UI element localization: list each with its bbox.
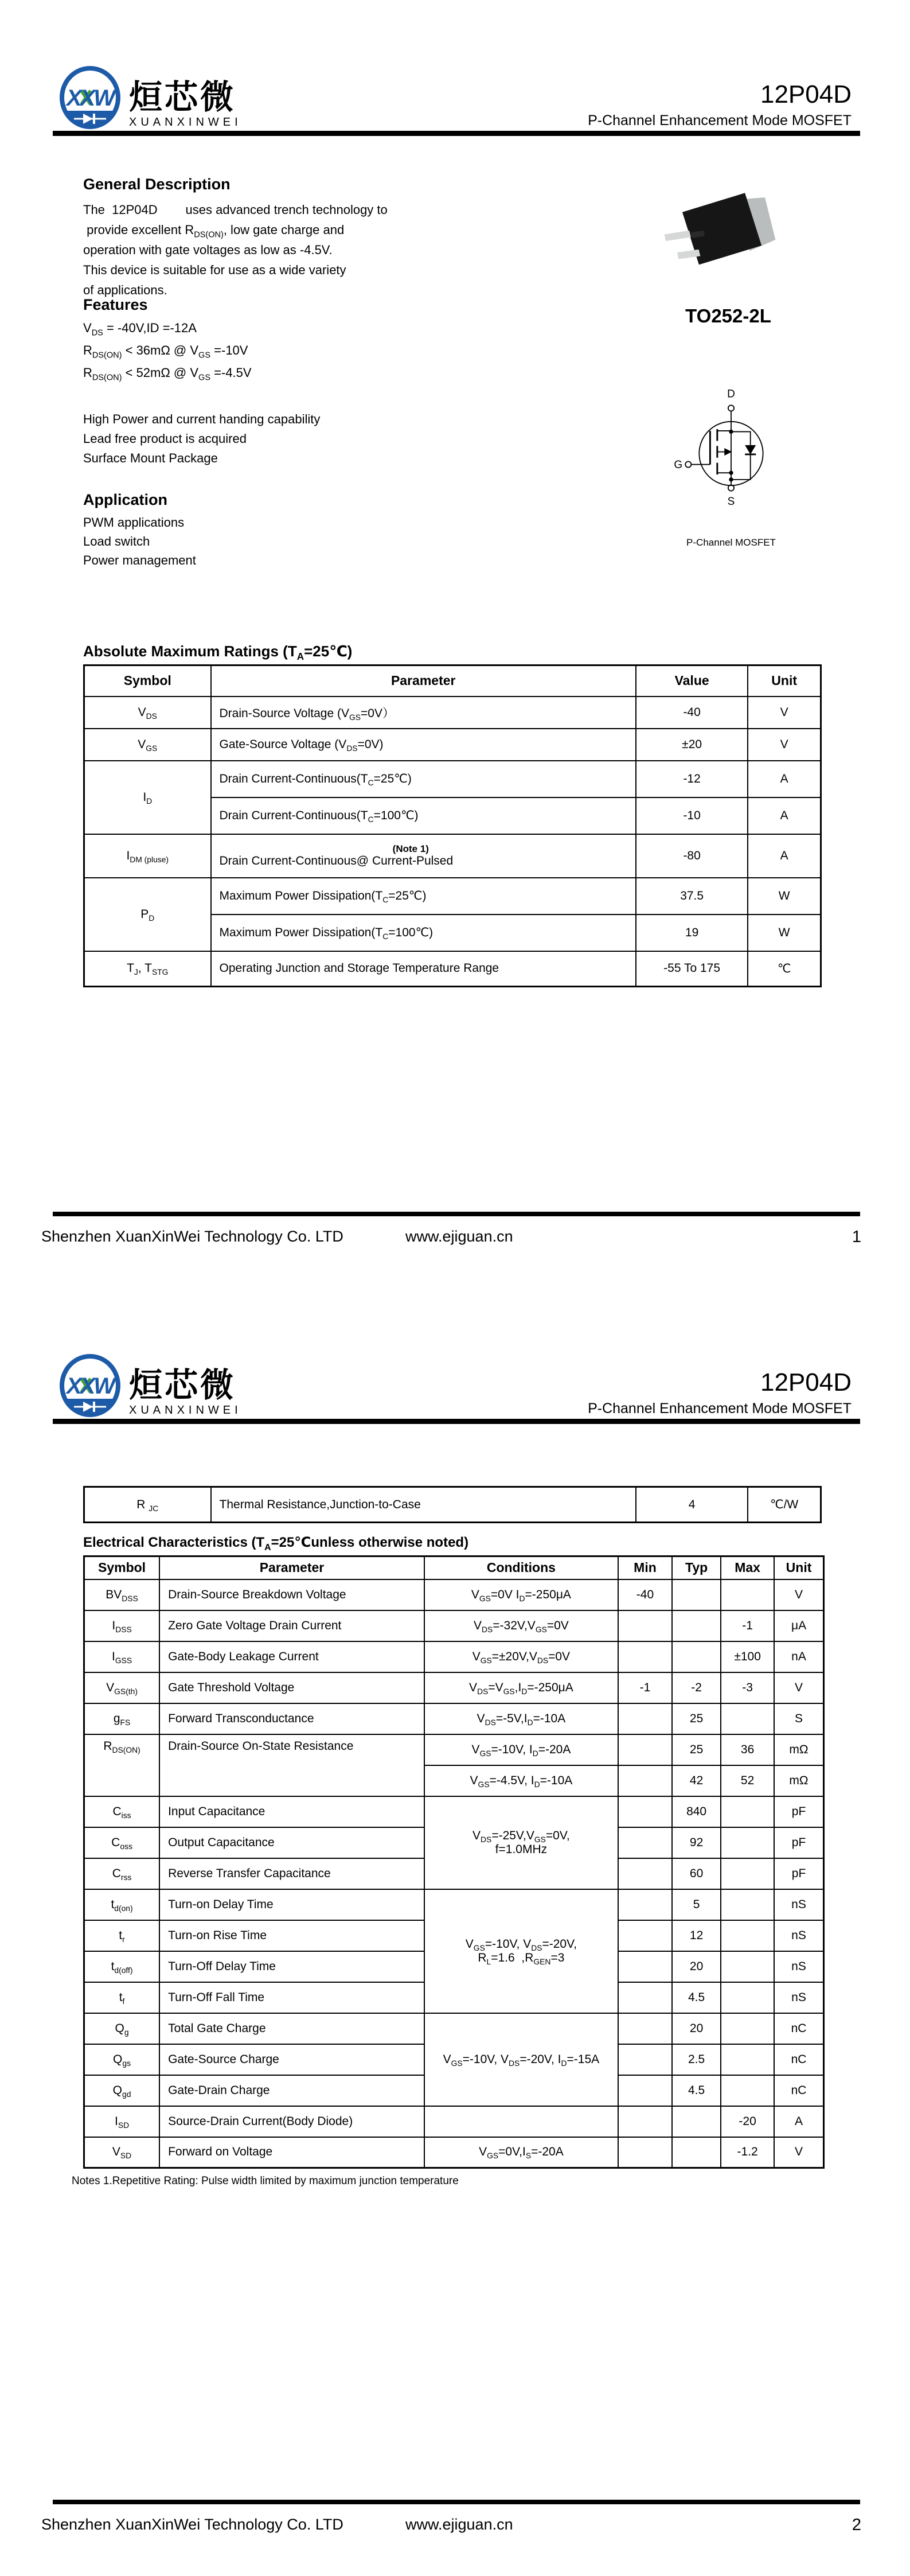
table-cell: Forward on Voltage	[159, 2137, 424, 2168]
table-cell	[672, 1610, 721, 1641]
table-cell: nC	[774, 2013, 823, 2044]
page-number: 1	[852, 1228, 861, 1246]
table-cell: 36	[721, 1734, 774, 1765]
application-line: PWM applications	[83, 515, 185, 530]
table-cell: nS	[774, 1951, 823, 1982]
page-footer	[0, 1228, 910, 1251]
table-row	[84, 761, 821, 797]
table-cell: Gate-Drain Charge	[159, 2075, 424, 2106]
table-cell: mΩ	[774, 1765, 823, 1796]
table-cell: Gate Threshold Voltage	[159, 1672, 424, 1703]
table-row	[84, 1610, 824, 1641]
table-cell: A	[748, 834, 821, 878]
footer-rule	[53, 2500, 860, 2504]
table-cell: Reverse Transfer Capacitance	[159, 1858, 424, 1889]
electrical-characteristics-table-wrap	[83, 1555, 825, 2169]
table-cell: nC	[774, 2075, 823, 2106]
table-cell: 840	[672, 1796, 721, 1827]
table-cell: Gate-Body Leakage Current	[159, 1641, 424, 1672]
table-cell: -1.2	[721, 2137, 774, 2168]
table-cell	[618, 1796, 672, 1827]
application-line: Power management	[83, 553, 196, 567]
table-cell	[721, 1703, 774, 1734]
table-cell	[618, 1920, 672, 1951]
table-cell: 4.5	[672, 1982, 721, 2013]
table-cell: 25	[672, 1734, 721, 1765]
table-cell: Turn-on Delay Time	[159, 1889, 424, 1920]
table-cell: S	[774, 1703, 823, 1734]
table-cell	[618, 1641, 672, 1672]
section-heading: Application	[83, 491, 167, 508]
table-cell: Operating Junction and Storage Temperature Range	[211, 951, 636, 987]
column-header: Typ	[672, 1557, 721, 1579]
table-row	[84, 1796, 824, 1827]
table-row	[84, 878, 821, 915]
table-row	[84, 2013, 824, 2044]
table-cell: Thermal Resistance,Junction-to-Case	[211, 1487, 636, 1523]
title-block	[588, 81, 852, 129]
logo-monogram: XXW	[66, 85, 114, 111]
column-header: Symbol	[84, 1557, 160, 1579]
electrical-characteristics-table	[83, 1555, 825, 2169]
pin-label-gate: G	[674, 459, 683, 472]
electrical-characteristics-heading: Electrical Characteristics ($T_A=25℃unless$ otherwise noted)	[83, 1535, 469, 1552]
section-heading: General Description	[83, 176, 231, 193]
table-cell: $Q_{gd}$	[84, 2075, 160, 2106]
table-cell	[672, 2137, 721, 2168]
header-rule	[53, 1419, 860, 1424]
column-header: Parameter	[159, 1557, 424, 1579]
table-cell: Maximum Power $Dissipation(T_C=100℃)$	[211, 915, 636, 951]
logo-text	[129, 1353, 242, 1417]
table-cell: W	[748, 878, 821, 915]
table-cell: -2	[672, 1672, 721, 1703]
table-row	[84, 1889, 824, 1920]
table-cell: $V_{GS}$	[84, 729, 211, 761]
table-cell: Drain Current-$Continuous(T_C=100℃)$	[211, 797, 636, 834]
table-cell: A	[774, 2106, 823, 2137]
column-header: Symbol	[84, 666, 211, 696]
table-cell: Output Capacitance	[159, 1827, 424, 1858]
table-cell	[721, 1796, 774, 1827]
table-cell	[618, 1610, 672, 1641]
table-cell: 20	[672, 2013, 721, 2044]
table-cell: Input Capacitance	[159, 1796, 424, 1827]
company-name-cn: 烜芯微	[129, 79, 236, 116]
title-block	[588, 1369, 852, 1417]
table-cell: 42	[672, 1765, 721, 1796]
table-cell: Drain-Source Breakdown Voltage	[159, 1579, 424, 1610]
table-cell: Zero Gate Voltage Drain Current	[159, 1610, 424, 1641]
application-line: Load switch	[83, 534, 150, 548]
table-row	[84, 1641, 824, 1672]
table-cell: 60	[672, 1858, 721, 1889]
table-cell	[424, 2106, 618, 2137]
table-cell: $V_{DS}=-5V,I_D=-10A$	[424, 1703, 618, 1734]
application-section	[83, 491, 196, 570]
datasheet-page-2	[0, 1288, 910, 2576]
text-line: provide excellent $R_{DS(ON)}$, low gate charge and	[83, 223, 345, 240]
company-logo	[58, 1353, 242, 1418]
table-note: Notes 1.Repetitive Rating: Pulse width limited by maximum junction temperature	[72, 2175, 459, 2187]
table-cell: -12	[636, 761, 748, 797]
table-cell: $t_f$	[84, 1982, 160, 2013]
table-cell	[721, 2075, 774, 2106]
table-cell: pF	[774, 1827, 823, 1858]
feature-line: High Power and current handing capability	[83, 412, 321, 426]
table-cell: 12	[672, 1920, 721, 1951]
table-cell: R $_{JC}$	[84, 1487, 211, 1523]
table-cell	[721, 1982, 774, 2013]
table-cell: Drain-Source On-State Resistance	[159, 1734, 424, 1796]
table-cell: ±100	[721, 1641, 774, 1672]
table-cell: 4	[636, 1487, 748, 1523]
table-cell: -1	[721, 1610, 774, 1641]
footer-website: www.ejiguan.cn	[405, 2516, 513, 2533]
table-cell	[721, 2013, 774, 2044]
table-cell: $C_{oss}$	[84, 1827, 160, 1858]
table-cell	[618, 2075, 672, 2106]
part-number: 12P04D	[760, 80, 852, 108]
logo-monogram: XXW	[66, 1373, 114, 1399]
table-cell: $BV_{DSS}$	[84, 1579, 160, 1610]
table-cell	[618, 1951, 672, 1982]
table-cell: Turn-Off Fall Time	[159, 1982, 424, 2013]
table-cell: 37.5	[636, 878, 748, 915]
table-cell: Total Gate Charge	[159, 2013, 424, 2044]
table-cell: -80	[636, 834, 748, 878]
table-cell: -20	[721, 2106, 774, 2137]
doc-subtitle: P-Channel Enhancement Mode MOSFET	[588, 112, 852, 129]
logo-mark-icon	[58, 1353, 122, 1418]
table-cell: Drain-Source Voltage $(V_{GS}=0V)$	[211, 696, 636, 729]
table-cell: -10	[636, 797, 748, 834]
table-cell: ±20	[636, 729, 748, 761]
thermal-resistance-table	[83, 1486, 822, 1523]
footer-company: Shenzhen XuanXinWei Technology Co. LTD	[41, 1228, 343, 1245]
company-logo	[58, 65, 242, 130]
table-row	[84, 834, 821, 878]
table-cell: $V_{DS}$	[84, 696, 211, 729]
table-cell: nC	[774, 2044, 823, 2075]
table-cell	[618, 1982, 672, 2013]
table-cell: Maximum Power $Dissipation(T_C=25℃)$	[211, 878, 636, 915]
doc-subtitle: P-Channel Enhancement Mode MOSFET	[588, 1400, 852, 1417]
table-cell	[721, 1579, 774, 1610]
table-cell	[618, 2137, 672, 2168]
table-cell	[672, 1641, 721, 1672]
table-cell	[618, 1703, 672, 1734]
table-cell: W	[748, 915, 821, 951]
pin-label-source: S	[727, 495, 735, 508]
pin-label-drain: D	[727, 388, 735, 400]
general-description-section	[83, 176, 388, 300]
table-cell: $g_{FS}$	[84, 1703, 160, 1734]
table-cell: $Q_g$	[84, 2013, 160, 2044]
table-cell: $R_{DS(ON)}$	[84, 1734, 160, 1796]
table-cell: ℃	[748, 951, 821, 987]
table-cell	[721, 2044, 774, 2075]
table-cell: Forward Transconductance	[159, 1703, 424, 1734]
column-header: Conditions	[424, 1557, 618, 1579]
table-cell: $T_J$, $T_{STG}$	[84, 951, 211, 987]
feature-line: $R_{DS(ON)} < 36m\Omega$ @ $V_{GS} =-10V$	[83, 343, 248, 360]
column-header: Unit	[748, 666, 821, 696]
footer-website: www.ejiguan.cn	[405, 1228, 513, 1245]
features-section	[83, 296, 320, 468]
table-cell: $t_r$	[84, 1920, 160, 1951]
table-cell: 52	[721, 1765, 774, 1796]
table-cell: Drain Current-$Continuous(T_C=25℃)$	[211, 761, 636, 797]
table-cell: -55 To 175	[636, 951, 748, 987]
table-cell	[721, 1889, 774, 1920]
table-cell: A	[748, 761, 821, 797]
table-row	[84, 1672, 824, 1703]
table-cell: 25	[672, 1703, 721, 1734]
table-cell: -40	[636, 696, 748, 729]
table-row	[84, 729, 821, 761]
table-cell	[672, 2106, 721, 2137]
table-cell: 4.5	[672, 2075, 721, 2106]
table-cell: 2.5	[672, 2044, 721, 2075]
feature-line: Surface Mount Package	[83, 451, 218, 465]
column-header: Max	[721, 1557, 774, 1579]
page-footer	[0, 2516, 910, 2539]
table-cell: 20	[672, 1951, 721, 1982]
footer-company: Shenzhen XuanXinWei Technology Co. LTD	[41, 2516, 343, 2533]
mosfet-symbol-caption: P-Channel MOSFET	[686, 537, 776, 548]
table-cell: $t_{d(off)}$	[84, 1951, 160, 1982]
header-rule	[53, 131, 860, 136]
package-photo	[659, 189, 794, 281]
mosfet-symbol-diagram	[668, 382, 794, 512]
column-header: Value	[636, 666, 748, 696]
absolute-maximum-ratings-table-wrap	[83, 664, 822, 987]
table-cell: $V_{GS}=-10V$, $V_{DS}=-20V$, $R_L=1.6$ $,R_{GEN}=3$	[424, 1889, 618, 2013]
table-cell: $V_{GS}=-10V$, $V_{DS}=-20V$, $I_D=-15A$	[424, 2013, 618, 2106]
feature-line: $R_{DS(ON)} < 52m\Omega$ @ $V_{GS} =-4.5V$	[83, 365, 252, 383]
table-cell: $P_D$	[84, 878, 211, 951]
table-cell	[618, 2013, 672, 2044]
company-name-en: XUANXINWEI	[129, 116, 242, 129]
company-name-cn: 烜芯微	[129, 1367, 236, 1404]
table-cell	[618, 1858, 672, 1889]
table-cell: Turn-Off Delay Time	[159, 1951, 424, 1982]
table-cell: 19	[636, 915, 748, 951]
table-row	[84, 2137, 824, 2168]
table-cell: nS	[774, 1889, 823, 1920]
company-name-en: XUANXINWEI	[129, 1404, 242, 1417]
table-cell: Turn-on Rise Time	[159, 1920, 424, 1951]
table-cell: Source-Drain Current(Body Diode)	[159, 2106, 424, 2137]
table-cell: V	[748, 729, 821, 761]
table-cell	[618, 2044, 672, 2075]
package-name: TO252-2L	[685, 305, 771, 326]
table-cell: $C_{iss}$	[84, 1796, 160, 1827]
table-row	[84, 1579, 824, 1610]
table-cell	[672, 1579, 721, 1610]
table-row	[84, 696, 821, 729]
table-cell: -3	[721, 1672, 774, 1703]
table-cell: nS	[774, 1920, 823, 1951]
table-cell: $t_{d(on)}$	[84, 1889, 160, 1920]
table-cell	[618, 1765, 672, 1796]
table-cell	[618, 1827, 672, 1858]
table-cell: ℃/W	[748, 1487, 821, 1523]
table-cell: -1	[618, 1672, 672, 1703]
table-cell: $V_{GS}=0V$ $I_D=-250\mu A$	[424, 1579, 618, 1610]
table-row	[84, 2106, 824, 2137]
table-cell: mΩ	[774, 1734, 823, 1765]
text-line: This device is suitable for use as a wide variety	[83, 263, 346, 277]
table-cell: nS	[774, 1982, 823, 2013]
table-cell: Gate-Source Charge	[159, 2044, 424, 2075]
table-cell: $V_{DS}=-32V,V_{GS}=0V$	[424, 1610, 618, 1641]
footer-rule	[53, 1212, 860, 1216]
table-cell: $V_{GS}=0V,I_S=-20A$	[424, 2137, 618, 2168]
table-cell	[721, 1858, 774, 1889]
table-cell	[618, 2106, 672, 2137]
table-cell: $C_{rss}$	[84, 1858, 160, 1889]
table-row	[84, 951, 821, 987]
table-cell: pF	[774, 1858, 823, 1889]
table-cell: A	[748, 797, 821, 834]
table-cell: $V_{DS}=-25V,V_{GS}=0V$, f=1.0MHz	[424, 1796, 618, 1889]
section-heading: Features	[83, 296, 148, 313]
feature-line: $V_{DS} = -40V,ID =-12A$	[83, 321, 197, 338]
column-header: Min	[618, 1557, 672, 1579]
table-cell: V	[774, 1579, 823, 1610]
table-cell: $V_{DS}=V_{GS},I_D=-250\mu A$	[424, 1672, 618, 1703]
table-cell: $I_{GSS}$	[84, 1641, 160, 1672]
text-line: operation with gate voltages as low as -4.5V.	[83, 243, 333, 257]
logo-text	[129, 65, 242, 129]
table-cell: -40	[618, 1579, 672, 1610]
logo-mark-icon	[58, 65, 122, 130]
table-cell: $I_{DM (pluse)}$	[84, 834, 211, 878]
table-cell	[721, 1920, 774, 1951]
page-number: 2	[852, 2516, 861, 2534]
table-cell: V	[748, 696, 821, 729]
table-cell: 5	[672, 1889, 721, 1920]
table-cell: $V_{GS}=-10V$, $I_D=-20A$	[424, 1734, 618, 1765]
absolute-maximum-ratings-table	[83, 664, 822, 987]
column-header: Unit	[774, 1557, 823, 1579]
table-cell: pF	[774, 1796, 823, 1827]
table-cell: $I_{DSS}$	[84, 1610, 160, 1641]
table-cell: μA	[774, 1610, 823, 1641]
table-cell	[721, 1827, 774, 1858]
table-cell: $V_{GS(th)}$	[84, 1672, 160, 1703]
table-cell: 92	[672, 1827, 721, 1858]
abs-max-heading: Absolute Maximum Ratings $(T_A=25℃)$	[83, 643, 353, 663]
part-number: 12P04D	[760, 1368, 852, 1396]
table-row	[84, 1487, 821, 1523]
text-line: of applications.	[83, 283, 167, 297]
table-cell: (Note 1) Drain Current-Continuous@ Current-Pulsed	[211, 834, 636, 878]
table-cell: Gate-Source Voltage $(V_{DS}=0V)$	[211, 729, 636, 761]
table-cell: $V_{GS}=-4.5V$, $I_D=-10A$	[424, 1765, 618, 1796]
column-header: Parameter	[211, 666, 636, 696]
table-cell: V	[774, 2137, 823, 2168]
table-cell	[721, 1951, 774, 1982]
table-cell: nA	[774, 1641, 823, 1672]
table-cell: $I_{SD}$	[84, 2106, 160, 2137]
thermal-resistance-table-wrap	[83, 1486, 822, 1523]
text-line: The 12P04D uses advanced trench technology to	[83, 203, 388, 217]
table-cell: $Q_{gs}$	[84, 2044, 160, 2075]
table-row	[84, 1734, 824, 1765]
table-cell	[618, 1734, 672, 1765]
table-cell: $V_{SD}$	[84, 2137, 160, 2168]
table-cell: V	[774, 1672, 823, 1703]
table-cell: $I_D$	[84, 761, 211, 834]
feature-line: Lead free product is acquired	[83, 431, 247, 446]
table-cell	[618, 1889, 672, 1920]
table-row	[84, 1703, 824, 1734]
table-cell: $V_{GS}=\pm 20V,V_{DS}=0V$	[424, 1641, 618, 1672]
